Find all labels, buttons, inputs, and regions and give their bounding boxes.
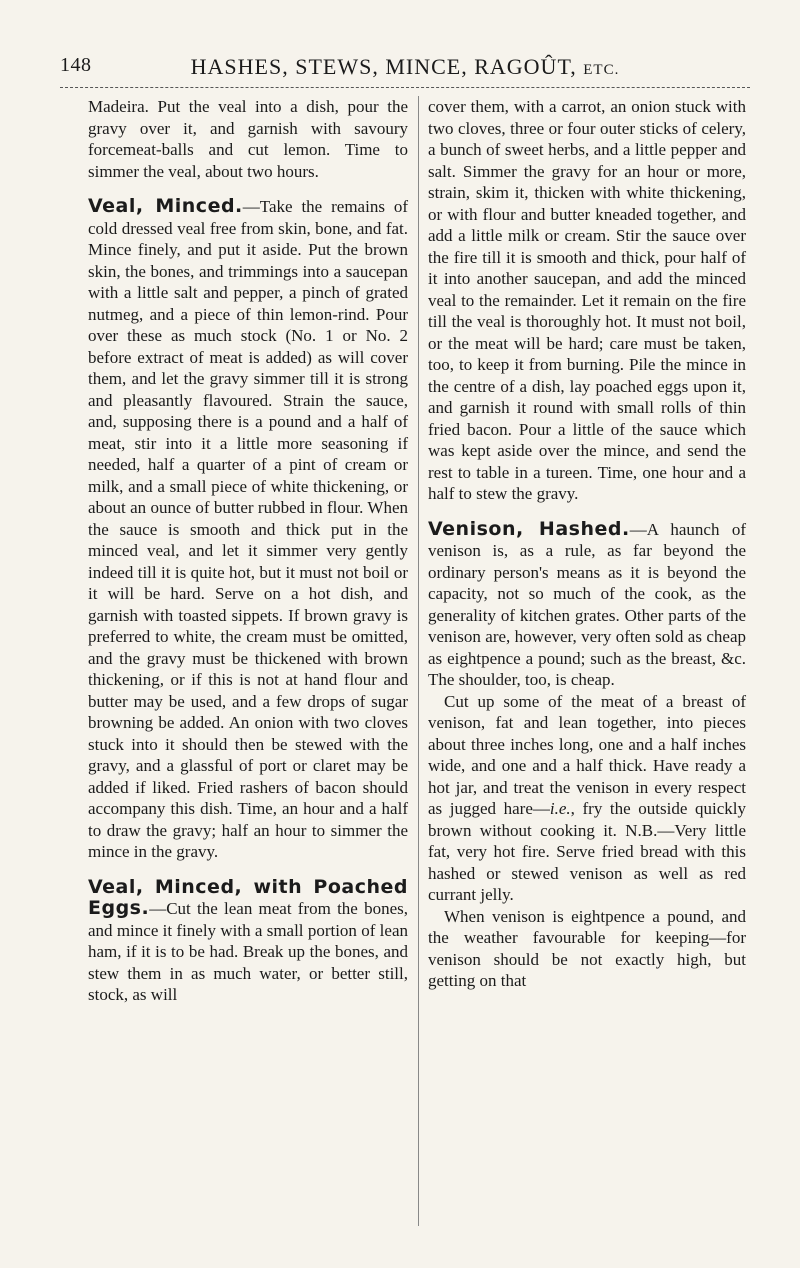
text-venison-method-ie: i.e.: [549, 799, 571, 818]
running-head-suffix: ETC.: [583, 62, 620, 78]
section-venison-hashed: [428, 519, 746, 691]
header-rule: [60, 87, 750, 88]
paragraph-continuation: cover them, with a carrot, an onion stuck with two cloves, three or four outer sticks of celery, a bunch of sweet herbs, and a little pepper and salt. Simmer the gravy for an hour or more, strain, skim it, thicken with white thickening, or with flour and butter kneaded together, and add a little milk or cream. Stir the sauce over the fire till it is smooth and thick, pour half of it into another saucepan, and add the minced veal to the remainder. Let it remain on the fire till the veal is thoroughly hot. It must not boil, or the meat will be hard; care must be taken, too, to keep it from burning. Pile the mince in the centre of a dish, lay poached eggs upon it, and garnish it round with small rolls of thin fried bacon. Pour a little of the sauce which was kept aside over the mince, and send the rest to table in a tureen. Time, one hour and a half to stew the gravy.: [428, 97, 746, 503]
text-venison-method-a: Cut up some of the meat of a breast of venison, fat and lean together, into pieces about three inches long, one and a half inches wide, and one and a half thick. Have ready a hot jar, and treat the venison in every respect as jugged hare—: [428, 691, 746, 818]
section-veal-minced: [88, 196, 408, 863]
text-venison-hashed: —A haunch of venison is, as a rule, as far beyond the ordinary person's means as it is beyond the capacity, not so much of the cook, as the generality of kitchen grates. Other parts of the venison are, however, very often sold as cheap as eightpence a pound; such as the breast, &c. The shoulder, too, is cheap.: [428, 519, 746, 689]
left-column: [88, 96, 408, 1006]
text-veal-poached-eggs: —Cut the lean meat from the bones, and mince it finely with a small portion of lean ham, if it is to be had. Break up the bones, and stew them in as much water, or better still, stock, as will: [88, 899, 408, 1004]
heading-veal-poached-eggs: Veal, Minced, with Poached Eggs.: [88, 875, 408, 919]
text-venison-method-b: , fry the outside quickly brown without cooking it. N.B.—Very little fat, very hot fire. Serve fried bread with this hashed or stewed venison as well as red currant jelly.: [428, 799, 746, 904]
column-divider: [418, 96, 419, 1226]
paragraph-madeira: Madeira. Put the veal into a dish, pour the gravy over it, and garnish with savoury forcemeat-balls and cut lemon. Time to simmer the veal, about two hours.: [88, 97, 408, 181]
running-head-title: HASHES, STEWS, MINCE, RAGOÛT,: [190, 54, 577, 79]
paragraph-venison-price: When venison is eightpence a pound, and the weather favourable for keeping—for venison should be not exactly high, but getting on that: [428, 906, 746, 990]
page-number: 148: [60, 54, 92, 76]
page-header: [60, 54, 750, 94]
right-column: [428, 96, 746, 992]
section-veal-poached-eggs: [88, 877, 408, 1006]
text-veal-minced: —Take the remains of cold dressed veal free from skin, bone, and fat. Mince finely, and put it aside. Put the brown skin, the bones, and trimmings into a saucepan with a little salt and pepper, a pinch of grated nutmeg, and a piece of thin lemon-rind. Pour over these as much stock (No. 1 or No. 2 before extract of meat is added) as will cover them, and let the gravy simmer till it is strong and pleasantly flavoured. Strain the sauce, and, supposing there is a pound and a half of meat, stir into it a little more seasoning if needed, half a quarter of a pint of cream or milk, and a small piece of white thickening, or about an ounce of butter rubbed in flour. When the sauce is smooth and thick put in the minced veal, and let it simmer very gently indeed till it is quite hot, but it must not boil or it will be hard. Serve on a hot dish, and garnish with toasted sippets. If brown gravy is preferred to white, the cream must be omitted, and the gravy must be thickened with brown thickening, or if this is not at hand flour and butter may be used, and a few drops of sugar browning be added. An onion with two cloves stuck into it should then be stewed with the gravy, and a glassful of port or claret may be added if liked. Fried rashers of bacon should accompany this dish. Time, an hour and a half to draw the gravy; half an hour to simmer the mince in the gravy.: [88, 197, 408, 861]
paragraph-venison-method: [428, 691, 746, 906]
heading-venison-hashed: Venison, Hashed.: [428, 517, 630, 540]
heading-veal-minced: Veal, Minced.: [88, 195, 243, 217]
running-head: [60, 54, 750, 80]
